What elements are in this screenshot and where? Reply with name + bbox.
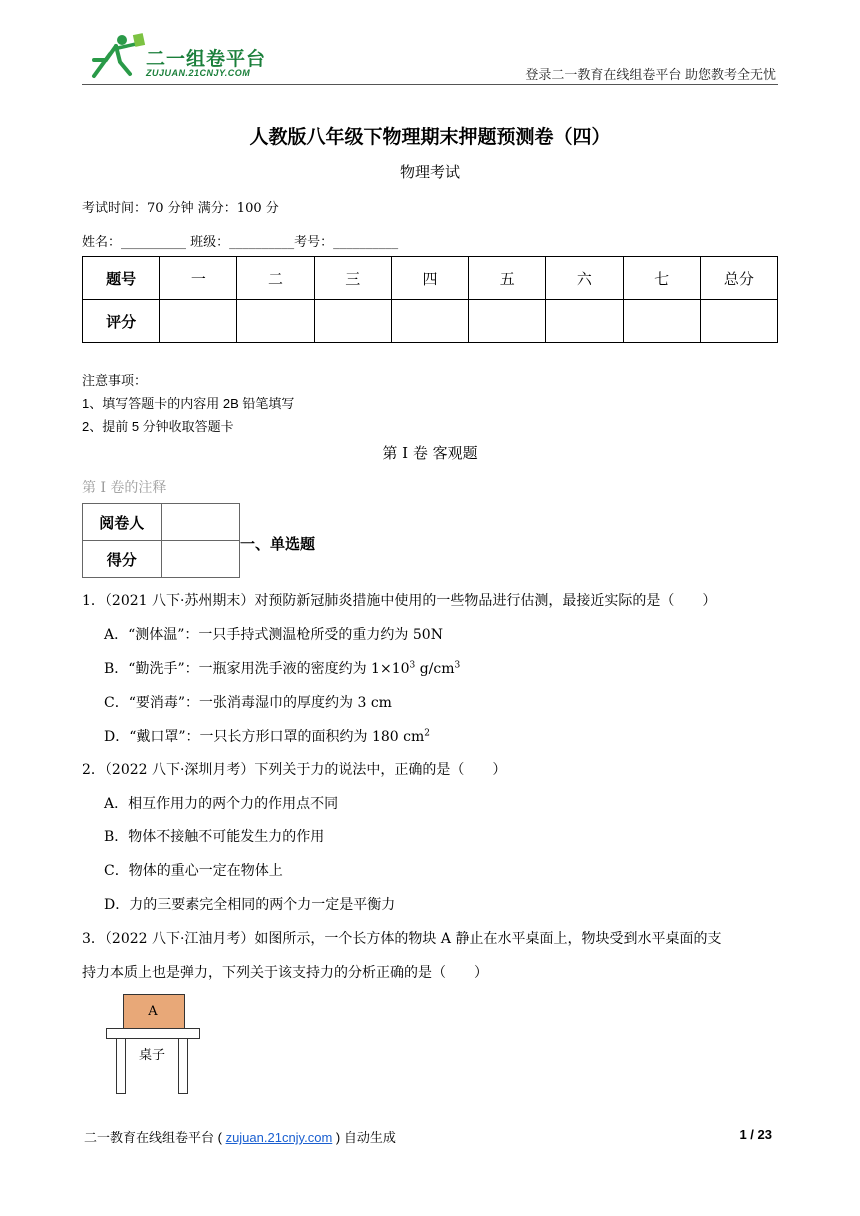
question-stem: 3．（2022 八下·江油月考）如图所示，一个长方体的物块 A 静止在水平桌面上，物块受到水平桌面的支 xyxy=(82,931,722,947)
score-table-cell: 三 xyxy=(314,257,391,300)
table-label: 桌子 xyxy=(138,1048,165,1063)
score-input-cell[interactable] xyxy=(391,300,468,343)
table-leg-right xyxy=(178,1038,188,1094)
score-label: 得分 xyxy=(83,541,162,578)
superscript: 3 xyxy=(454,660,461,671)
option-text: B．“勤洗手”：一瓶家用洗手液的密度约为 1×10 xyxy=(104,661,410,677)
footer-prefix: 二一教育在线组卷平台 ( xyxy=(84,1130,226,1145)
note-item: 2、提前 5 分钟收取答题卡 xyxy=(82,419,234,434)
student-info: 姓名：__________ 班级：__________考号：__________ xyxy=(82,235,399,250)
score-input-cell[interactable] xyxy=(237,300,314,343)
score-input-cell[interactable] xyxy=(546,300,623,343)
superscript: 2 xyxy=(424,728,431,739)
score-input-cell[interactable] xyxy=(161,541,240,578)
question-stem-continued: 持力本质上也是弹力，下列关于该支持力的分析正确的是（ ） xyxy=(82,965,488,981)
superscript: 3 xyxy=(409,660,416,671)
page-number: 1 / 23 xyxy=(739,1127,772,1142)
score-input-cell[interactable] xyxy=(700,300,777,343)
option-text-tail: g/cm xyxy=(415,661,455,677)
score-row-label: 评分 xyxy=(83,300,160,343)
header-divider xyxy=(82,84,778,85)
score-table-header-row xyxy=(83,257,778,300)
score-table-cell: 总分 xyxy=(700,257,777,300)
footer-text xyxy=(84,1127,396,1146)
score-table-cell: 一 xyxy=(160,257,237,300)
exam-info: 考试时间：70 分钟 满分：100 分 xyxy=(82,201,279,216)
question-option: A．相互作用力的两个力的作用点不同 xyxy=(104,796,339,812)
score-input-cell[interactable] xyxy=(160,300,237,343)
page-title: 人教版八年级下物理期末押题预测卷（四） xyxy=(249,127,611,148)
block-label: A xyxy=(148,1004,158,1019)
notes-title: 注意事项： xyxy=(82,373,148,388)
footer-suffix: ) 自动生成 xyxy=(332,1130,396,1145)
score-table-cell: 七 xyxy=(623,257,700,300)
question-option: D．力的三要素完全相同的两个力一定是平衡力 xyxy=(104,897,396,913)
question-stem: 2．（2022 八下·深圳月考）下列关于力的说法中，正确的是（ ） xyxy=(82,762,507,778)
question-option: C．物体的重心一定在物体上 xyxy=(104,863,283,879)
question-option: A．“测体温”：一只手持式测温枪所受的重力约为 50N xyxy=(104,627,443,643)
grader-table xyxy=(82,503,240,578)
score-table-cell: 五 xyxy=(469,257,546,300)
score-table-score-row xyxy=(83,300,778,343)
question-option: C．“要消毒”：一张消毒湿巾的厚度约为 3 cm xyxy=(104,695,392,711)
question-option xyxy=(104,658,460,678)
score-table-cell: 四 xyxy=(391,257,468,300)
score-input-cell[interactable] xyxy=(469,300,546,343)
logo-text: 二一组卷平台 xyxy=(146,49,267,70)
option-text: D．“戴口罩”：一只长方形口罩的面积约为 180 cm xyxy=(104,729,425,745)
grader-label: 阅卷人 xyxy=(83,504,162,541)
question-option xyxy=(104,726,430,746)
score-table-cell: 题号 xyxy=(83,257,160,300)
score-table xyxy=(82,256,778,343)
part-heading: 一、单选题 xyxy=(240,536,316,553)
score-input-cell[interactable] xyxy=(314,300,391,343)
grader-input-cell[interactable] xyxy=(161,504,240,541)
section-title: 第 I 卷 客观题 xyxy=(382,444,478,462)
score-table-cell: 二 xyxy=(237,257,314,300)
score-input-cell[interactable] xyxy=(623,300,700,343)
note-item: 1、填写答题卡的内容用 2B 铅笔填写 xyxy=(82,396,295,411)
table-leg-left xyxy=(116,1038,126,1094)
page-subtitle: 物理考试 xyxy=(399,163,460,181)
footer-link[interactable]: zujuan.21cnjy.com xyxy=(225,1130,333,1145)
question-option: B．物体不接触不可能发生力的作用 xyxy=(104,829,325,845)
logo-url: ZUJUAN.21CNJY.COM xyxy=(146,68,251,78)
section-note: 第 I 卷的注释 xyxy=(82,480,167,496)
header-slogan: 登录二一教育在线组卷平台 助您教考全无忧 xyxy=(525,67,776,82)
score-table-cell: 六 xyxy=(546,257,623,300)
question-stem: 1．（2021 八下·苏州期末）对预防新冠肺炎措施中使用的一些物品进行估测，最接近实际的是（ ） xyxy=(82,593,717,609)
